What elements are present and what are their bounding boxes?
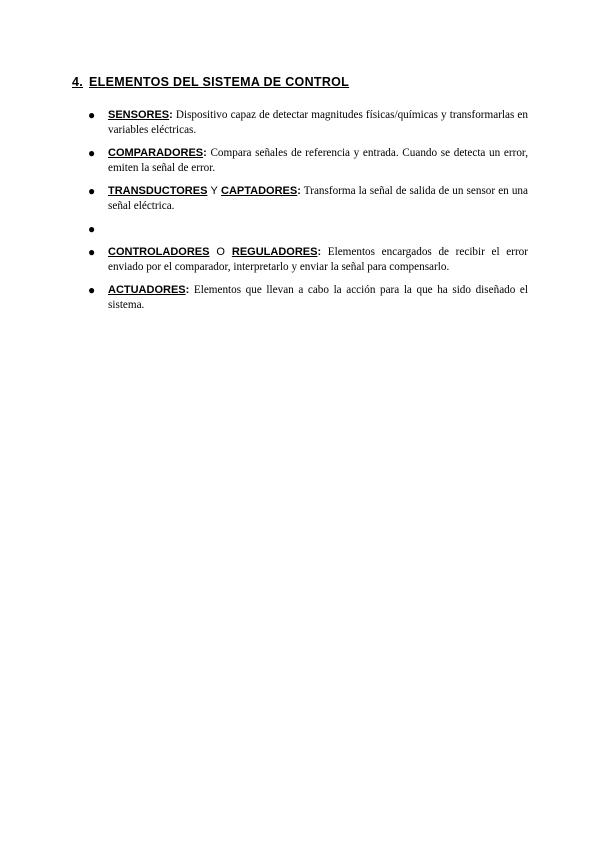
term-conjunction: Y bbox=[207, 185, 222, 197]
term-transductores: TRANSDUCTORES bbox=[108, 185, 208, 197]
term-colon: : bbox=[185, 284, 190, 296]
list-item-sensores bbox=[88, 108, 528, 138]
term-colon: : bbox=[203, 147, 207, 159]
section-number: 4. bbox=[72, 75, 84, 89]
elements-list bbox=[88, 108, 528, 321]
definition-text: Dispositivo capaz de detectar magnitudes físicas/químicas y transformarlas en variables eléctricas. bbox=[108, 109, 528, 136]
definition-text: Elementos que llevan a cabo la acción para la que ha sido diseñado el sistema. bbox=[108, 284, 528, 311]
bullet-icon: ● bbox=[88, 108, 96, 122]
term-controladores: CONTROLADORES bbox=[108, 246, 210, 258]
bullet-icon: ● bbox=[88, 146, 96, 160]
definition-text: Compara señales de referencia y entrada. Cuando se detecta un error, emiten la señal de error. bbox=[108, 147, 528, 174]
term-reguladores: REGULADORES bbox=[231, 246, 318, 258]
term-captadores: CAPTADORES bbox=[221, 185, 298, 197]
bullet-icon: ● bbox=[88, 222, 96, 236]
term-colon: : bbox=[317, 246, 322, 258]
list-item-actuadores bbox=[88, 283, 528, 313]
term-colon: : bbox=[297, 185, 301, 197]
list-item-comparadores bbox=[88, 146, 528, 176]
term-actuadores: ACTUADORES bbox=[108, 284, 186, 296]
term-colon: : bbox=[169, 109, 173, 121]
list-item-empty bbox=[88, 222, 528, 237]
bullet-icon: ● bbox=[88, 184, 96, 198]
section-heading bbox=[72, 75, 349, 89]
term-conjunction: O bbox=[209, 246, 232, 258]
definition-text: Elementos encargados de recibir el error enviado por el comparador, interpretarlo y enviar la señal para compensarlo. bbox=[108, 246, 529, 273]
list-item-transductores bbox=[88, 184, 528, 214]
section-title: ELEMENTOS DEL SISTEMA DE CONTROL bbox=[89, 75, 350, 89]
definition-text: Transforma la señal de salida de un sensor en una señal eléctrica. bbox=[108, 185, 528, 212]
term-comparadores: COMPARADORES bbox=[108, 147, 204, 159]
bullet-icon: ● bbox=[88, 245, 96, 259]
term-sensores: SENSORES bbox=[108, 109, 170, 121]
list-item-controladores bbox=[88, 245, 528, 275]
bullet-icon: ● bbox=[88, 283, 96, 297]
